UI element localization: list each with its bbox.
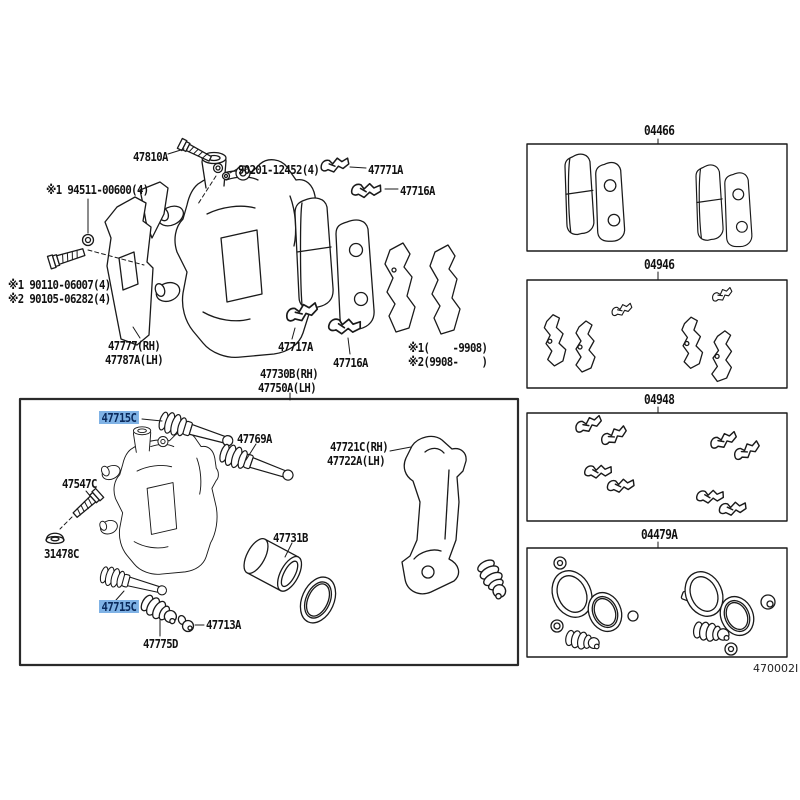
label-slide-pin-top[interactable]: 47715C <box>99 411 139 424</box>
label-bleeder-cap-47713a[interactable]: 47713A <box>206 617 241 632</box>
label-dust-cover-rh[interactable]: 47777(RH) <box>108 338 161 353</box>
note-bolt-90105[interactable]: ※2 90105-06282(4) <box>8 291 111 306</box>
label-cap-31478c[interactable]: 31478C <box>44 546 79 561</box>
label-support-plate-47771a[interactable]: 47771A <box>368 162 403 177</box>
label-support-plate-47717a[interactable]: 47717A <box>278 339 313 354</box>
label-kit-04479a[interactable]: 04479A <box>641 528 678 543</box>
seal-kit-box-drawing <box>527 548 787 657</box>
shim-kit-box-drawing <box>527 280 787 388</box>
label-boot-47775d[interactable]: 47775D <box>143 636 178 651</box>
pad-kit-box-drawing <box>527 144 787 251</box>
label-bleeder-plug[interactable]: 47810A <box>133 149 168 164</box>
note-bolt-90110[interactable]: ※1 90110-06007(4) <box>8 277 111 292</box>
fitting-kit-box-drawing <box>527 413 787 521</box>
label-kit-04946[interactable]: 04946 <box>644 258 675 273</box>
note-date-range-2: ※2(9908- ) <box>408 354 488 369</box>
label-caliper-assy-lh[interactable]: 47750A(LH) <box>258 380 317 395</box>
label-dust-cover-lh[interactable]: 47787A(LH) <box>105 352 164 367</box>
label-slide-bush-47769a[interactable]: 47769A <box>237 431 272 446</box>
label-mounting-lh[interactable]: 47722A(LH) <box>327 453 386 468</box>
drawing-number: 470002I <box>753 662 799 675</box>
label-support-plate-47716a-top[interactable]: 47716A <box>400 183 435 198</box>
label-kit-04948[interactable]: 04948 <box>644 393 675 408</box>
label-bolt-47547c[interactable]: 47547C <box>62 476 97 491</box>
label-piston-47731b[interactable]: 47731B <box>273 530 308 545</box>
label-gasket[interactable]: 90201-12452(4) <box>238 162 320 177</box>
label-caliper-assy-rh[interactable]: 47730B(RH) <box>260 366 319 381</box>
label-kit-04466[interactable]: 04466 <box>644 124 675 139</box>
note-washer-94511[interactable]: ※1 94511-00600(4) <box>46 182 149 197</box>
note-date-range-1: ※1( -9908) <box>408 340 488 355</box>
label-slide-pin-bottom[interactable]: 47715C <box>99 600 139 613</box>
label-mounting-rh[interactable]: 47721C(RH) <box>330 439 389 454</box>
label-support-plate-47716a[interactable]: 47716A <box>333 355 368 370</box>
